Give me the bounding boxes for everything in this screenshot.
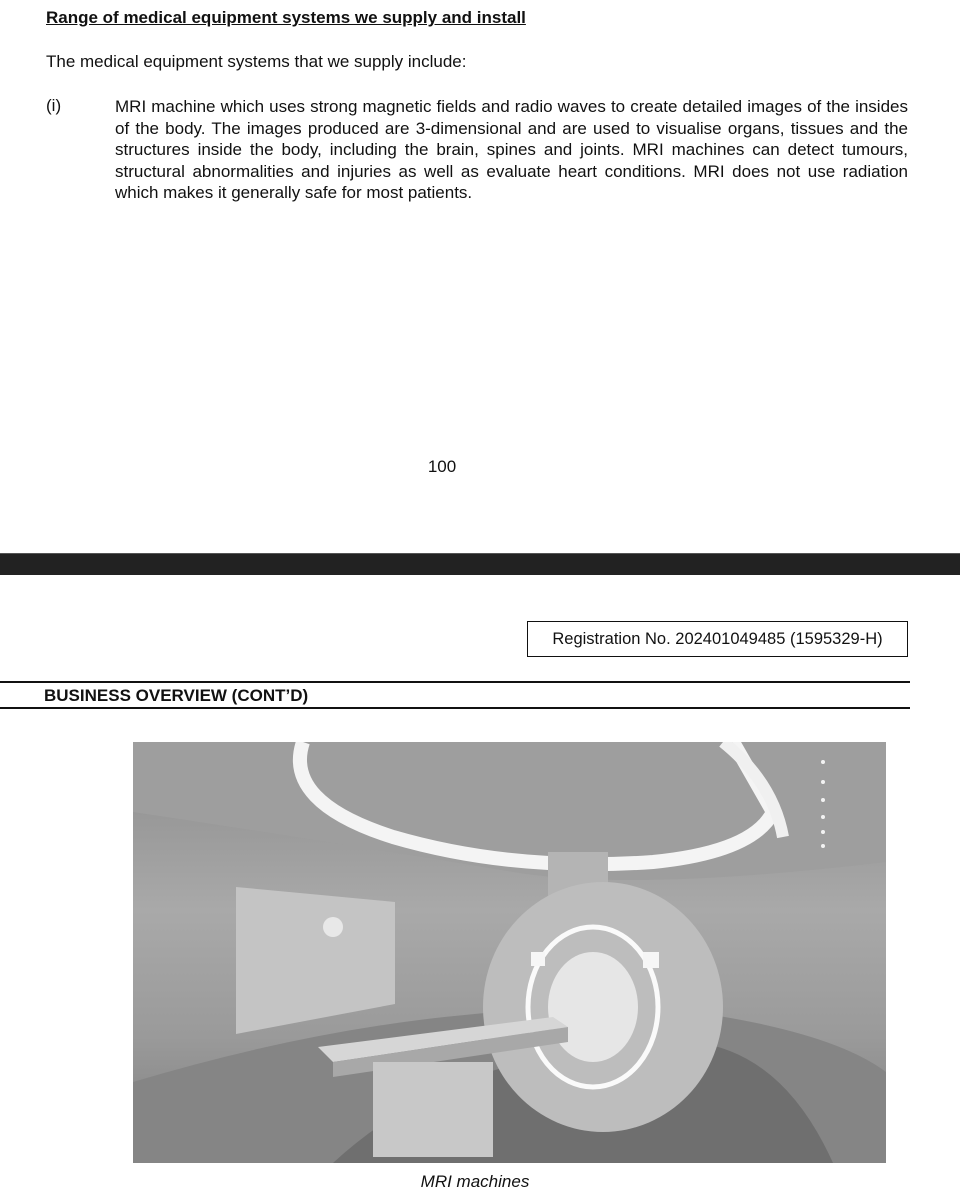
registration-box	[527, 621, 908, 657]
section-title: BUSINESS OVERVIEW (CONT’D)	[44, 686, 309, 705]
mri-room-illustration	[133, 742, 886, 1163]
list-item-number: (i)	[46, 96, 62, 115]
section-heading: Range of medical equipment systems we supply and install	[46, 8, 526, 27]
mri-photo	[133, 742, 886, 1163]
page-divider	[0, 553, 960, 575]
page-number: 100	[427, 457, 457, 476]
registration-number: Registration No. 202401049485 (1595329-H)	[552, 629, 883, 648]
section-rule-bottom	[0, 707, 910, 709]
section-rule-top	[0, 681, 910, 683]
intro-paragraph: The medical equipment systems that we supply include:	[46, 52, 467, 71]
figure-caption: MRI machines	[420, 1172, 530, 1191]
list-item-text: MRI machine which uses strong magnetic fields and radio waves to create detailed images of the insides of the body. The images produced are 3-dimensional and are used to visualise organs, tissues and the structures inside the body, including the brain, spines and joints. MRI machines can detect tumours, structural abnormalities and injuries as well as evaluate heart conditions. MRI does not use radiation which makes it generally safe for most patients.	[115, 97, 908, 203]
